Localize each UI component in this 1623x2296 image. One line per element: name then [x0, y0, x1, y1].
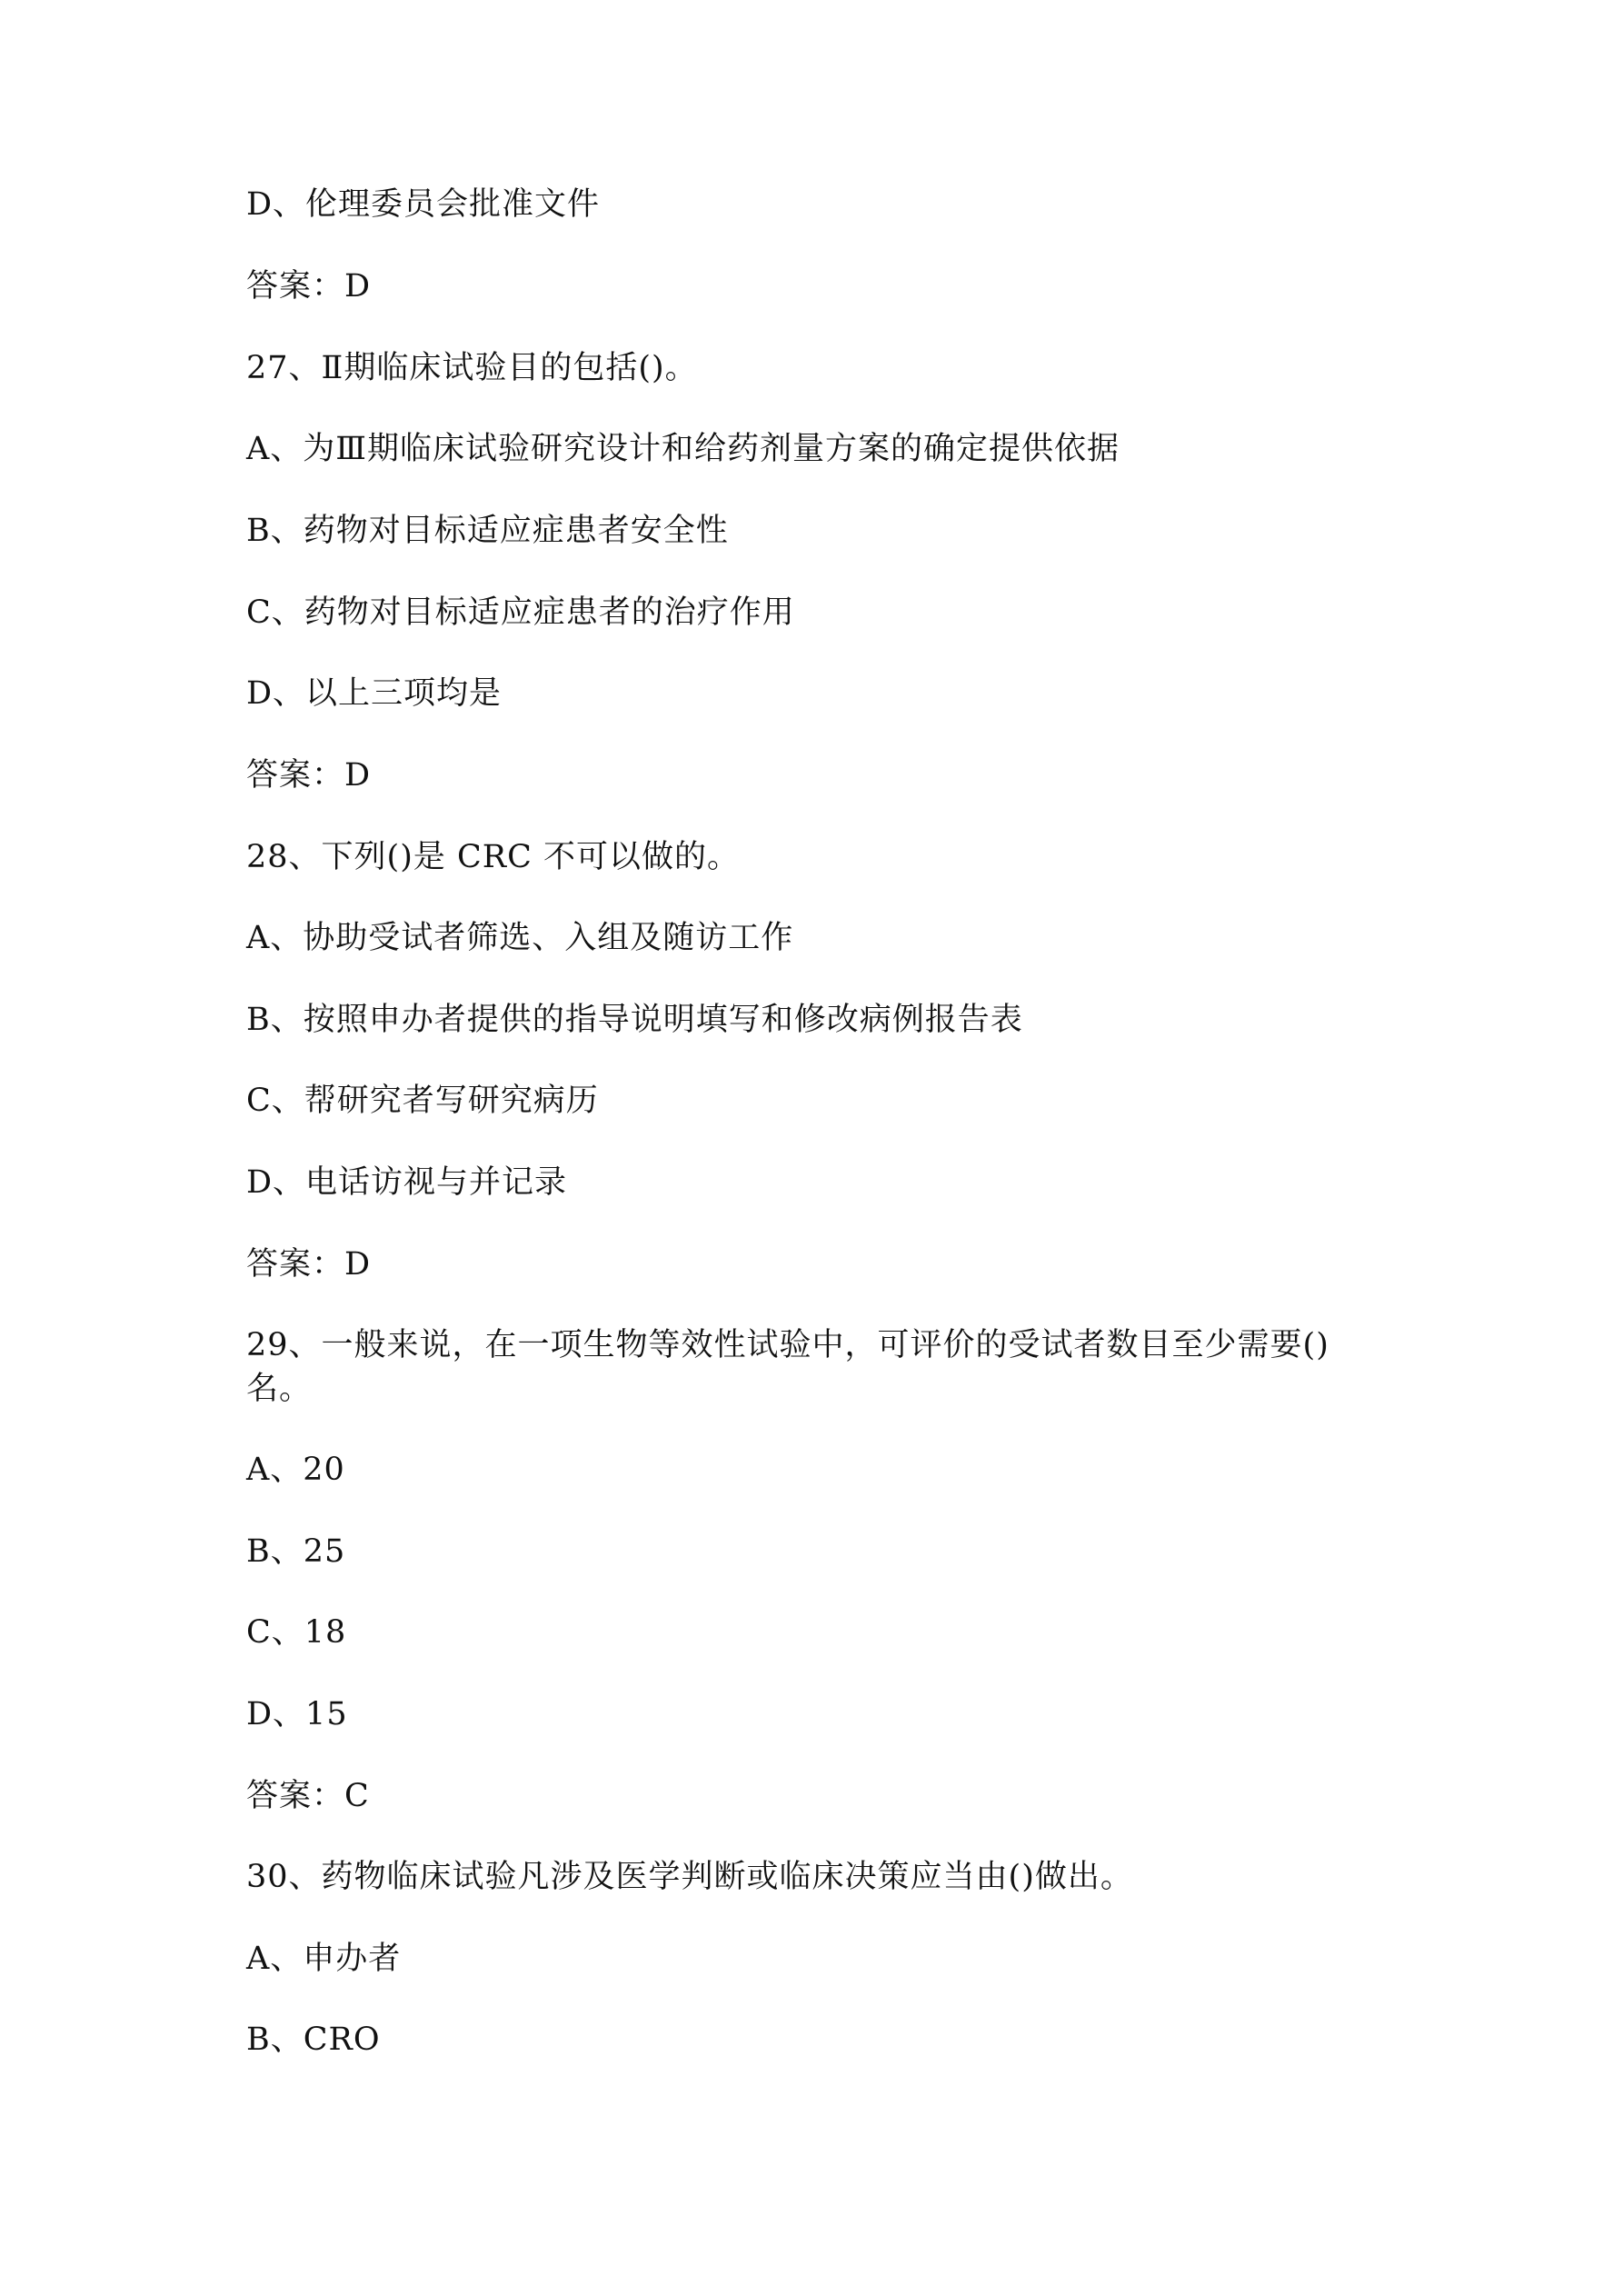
q29-option-c: C、18	[246, 1614, 347, 1651]
q29-option-d: D、15	[246, 1696, 348, 1732]
q27-option-a: A、为Ⅲ期临床试验研究设计和给药剂量方案的确定提供依据	[246, 431, 1120, 467]
q26-answer: 答案：D	[246, 268, 372, 304]
q27-option-d: D、以上三项均是	[246, 675, 503, 712]
q30-option-a: A、申办者	[246, 1941, 402, 1977]
q30-option-b: B、CRO	[246, 2021, 381, 2058]
q28-option-b: B、按照申办者提供的指导说明填写和修改病例报告表	[246, 1002, 1023, 1038]
q29-answer: 答案：C	[246, 1778, 370, 1814]
q27-option-b: B、药物对目标适应症患者安全性	[246, 513, 729, 549]
q29-question-cont: 名。	[246, 1371, 313, 1407]
q29-option-b: B、25	[246, 1533, 346, 1570]
q28-question: 28、下列()是 CRC 不可以做的。	[246, 839, 741, 875]
q26-option-d: D、伦理委员会批准文件	[246, 186, 601, 223]
q28-option-c: C、帮研究者写研究病历	[246, 1083, 599, 1119]
q30-question: 30、药物临床试验凡涉及医学判断或临床决策应当由()做出。	[246, 1859, 1133, 1895]
q29-option-a: A、20	[246, 1452, 345, 1488]
q28-answer: 答案：D	[246, 1246, 372, 1283]
q27-option-c: C、药物对目标适应症患者的治疗作用	[246, 594, 795, 631]
q29-question: 29、一般来说，在一项生物等效性试验中，可评价的受试者数目至少需要()	[246, 1327, 1329, 1363]
q28-option-a: A、协助受试者筛选、入组及随访工作	[246, 920, 794, 956]
q28-option-d: D、电话访视与并记录	[246, 1164, 568, 1201]
q27-question: 27、Ⅱ期临床试验目的包括()。	[246, 350, 698, 386]
q27-answer: 答案：D	[246, 757, 372, 794]
